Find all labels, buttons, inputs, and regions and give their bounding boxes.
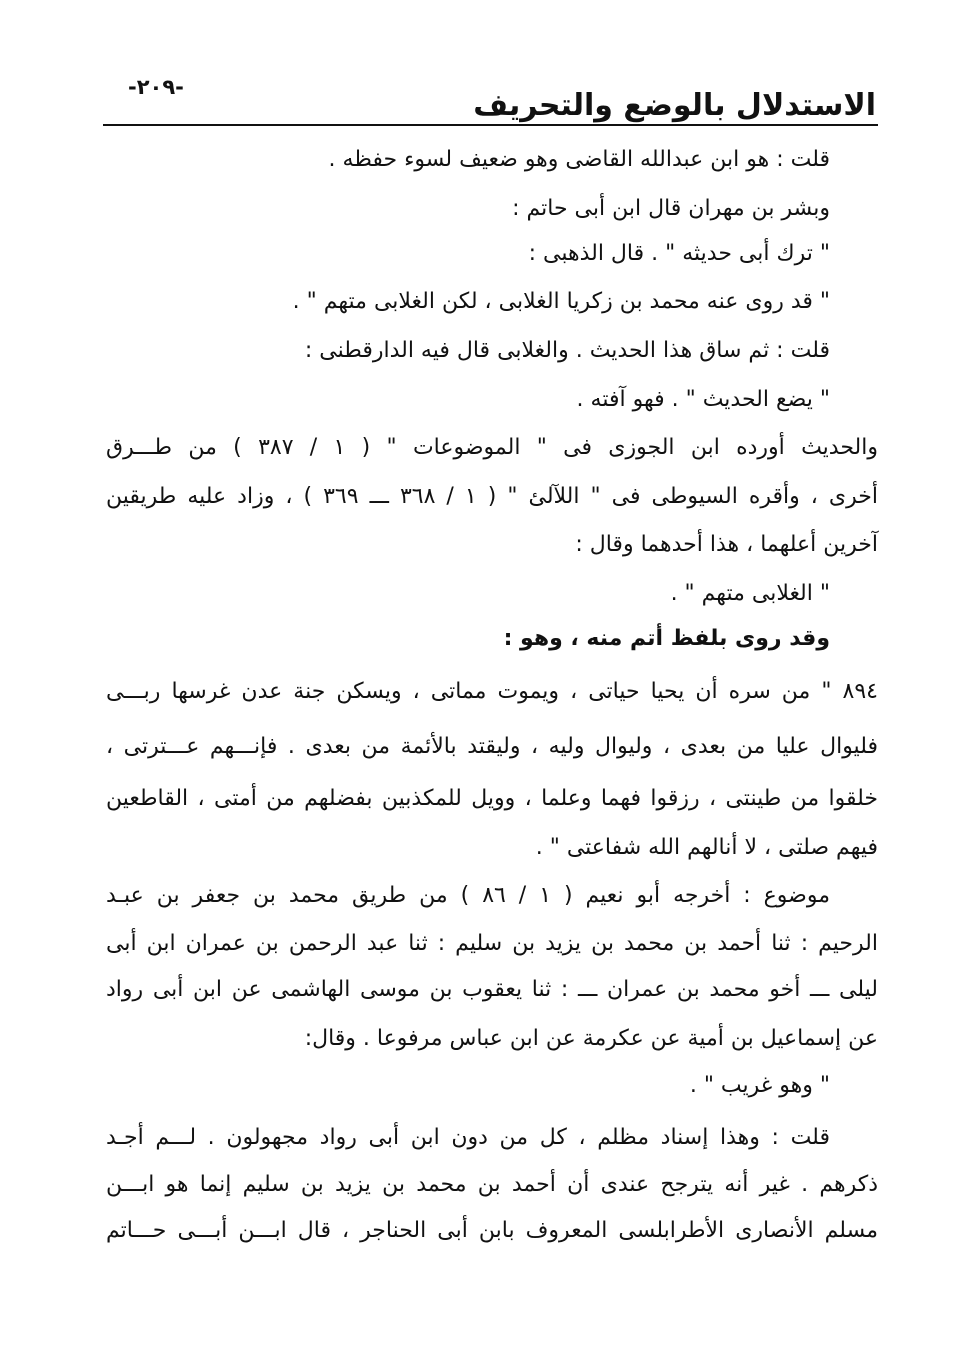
text-line-6: " يضع الحديث " . فهو آفته . [576,387,830,412]
text-line-12: ٨٩٤ " من سره أن يحيا حياتى ، ويموت مماتى ، ويسكن جنة عدن غرسها ربـــى [106,679,878,704]
text-line-8: أخرى ، وأقره السيوطى فى " اللآلئ " ( ١ / ٣٦٨ ـــ ٣٦٩ ) ، وزاد عليه طريقين [106,484,878,509]
text-line-18: ليلى ـــ أخو محمد بن عمران ـــ : ثنا يعقوب بن موسى الهاشمى عن ابن أبى رواد [106,977,878,1002]
header-rule [103,124,878,126]
text-line-11: وقد روى بلفظ أتم منه ، وهو : [503,626,830,651]
text-line-2: وبشر بن مهران قال ابن أبى حاتم : [512,196,830,221]
text-line-7: والحديث أورده ابن الجوزى فى " الموضوعات " ( ١ / ٣٨٧ ) من طـــرق [106,435,878,460]
text-line-14: خلقوا من طينتى ، رزقوا فهما وعلما ، وويل للمكذبين بفضلهم من أمتى ، القاطعين [106,786,878,811]
text-line-1: قلت : هو ابن عبدالله القاضى وهو ضعيف لسوء حفظه . [328,147,830,172]
text-line-19: عن إسماعيل بن أمية عن عكرمة عن ابن عباس مرفوعا . وقال: [304,1026,878,1051]
text-line-10: " الغلابى متهم " . [670,581,830,606]
text-line-15: فيهم صلتى ، لا أنالهم الله شفاعتى " . [535,835,878,860]
text-line-16: موضوع : أخرجه أبو نعيم ( ١ / ٨٦ ) من طريق محمد بن جعفر بن عبـد [106,883,830,908]
text-line-23: مسلم الأنصارى الأطرابلسى المعروف بابن أبى الحناجر ، قال ابـــن أبـــى حـــاتم [106,1218,878,1243]
page-number: -٢٠٩- [128,75,184,99]
text-line-21: قلت : وهذا إسناد مظلم ، كل من دون ابن أبى رواد مجهولون . لـــم أجـد [106,1125,830,1150]
text-line-22: ذكرهم . غير أنه يترجح عندى أن أحمد بن محمد بن يزيد بن سليم إنما هو ابـــن [106,1172,878,1197]
text-line-17: الرحيم : ثنا أحمد بن محمد بن يزيد بن سليم : ثنا عبد الرحمن بن عمران ابن أبى [106,931,878,956]
text-line-13: فليوال عليا من بعدى ، وليوال وليه ، وليقتد بالأئمة من بعدى . فإنـــهم عـــترتى ، [106,734,878,759]
running-title: الاستدلال بالوضع والتحريف [473,88,876,123]
text-line-4: " قد روى عنه محمد بن زكريا الغلابى ، لكن الغلابى متهم " . [292,289,830,314]
text-line-20: " وهو غريب " . [689,1073,830,1098]
text-line-3: " ترك أبى حديثه " . قال الذهبى : [528,241,830,266]
text-line-9: آخرين أعلهما ، هذا أحدهما وقال : [575,532,878,557]
text-line-5: قلت : ثم ساق هذا الحديث . والغلابى قال فيه الدارقطنى : [304,338,830,363]
